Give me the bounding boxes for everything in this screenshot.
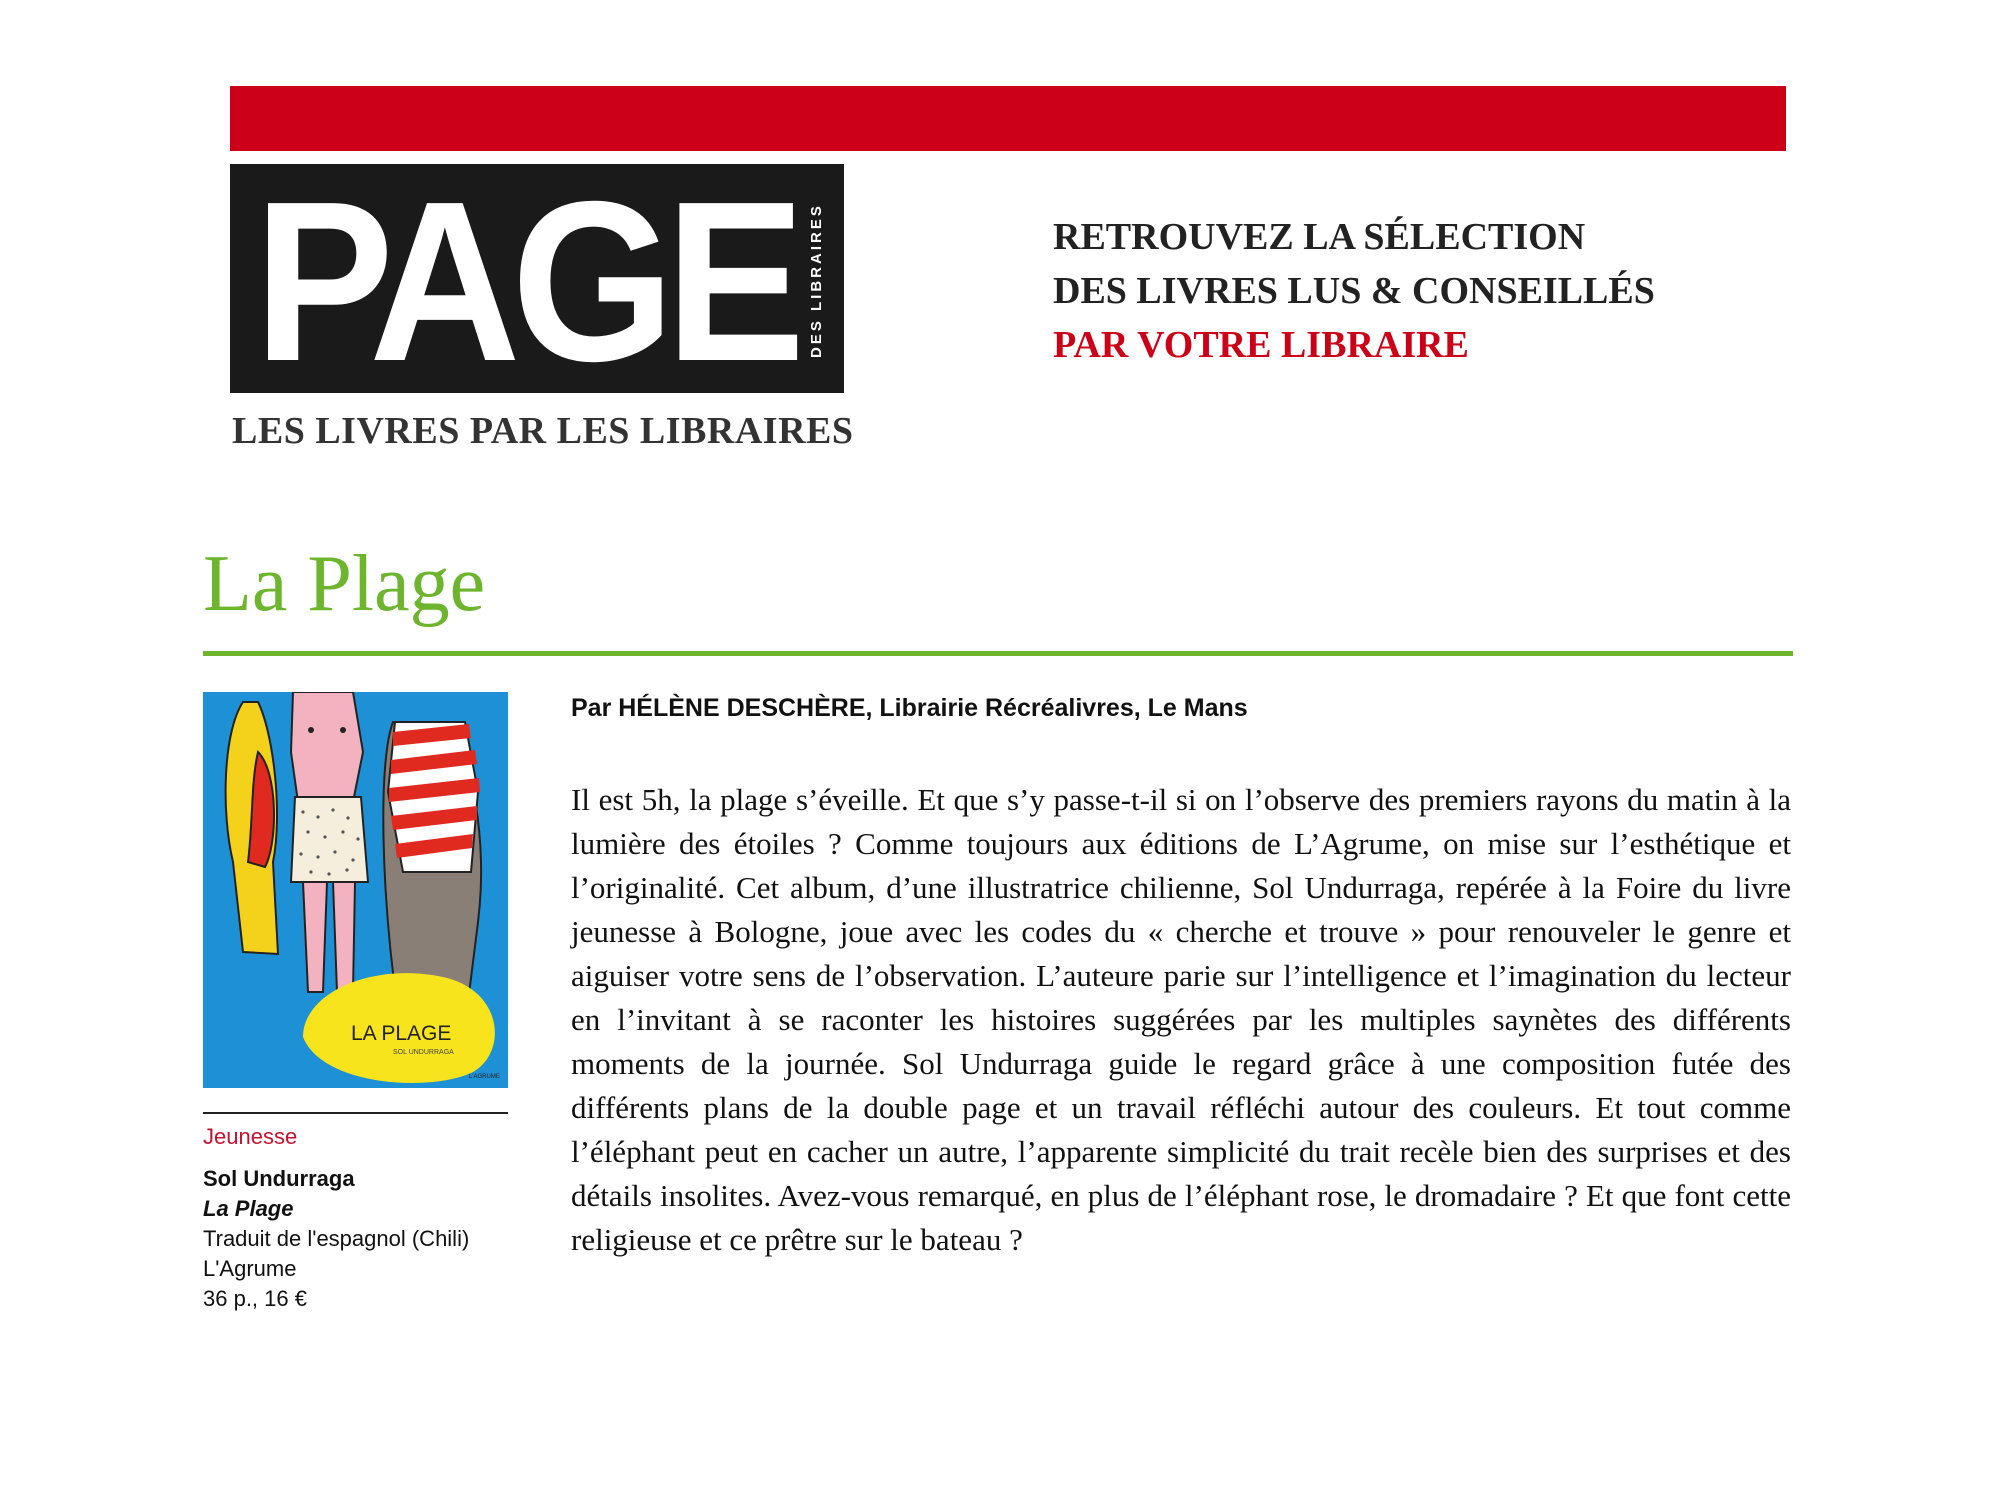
page-logo	[230, 164, 844, 393]
top-red-bar	[230, 86, 1786, 151]
cover-publisher: L'AGRUME	[469, 1074, 500, 1080]
book-publisher: L'Agrume	[203, 1256, 297, 1281]
book-info	[203, 1122, 523, 1314]
book-details: 36 p., 16 €	[203, 1286, 307, 1311]
cover-title: LA PLAGE	[351, 1022, 452, 1045]
promo-text	[1053, 210, 1655, 372]
cover-author: SOL UNDURRAGA	[393, 1049, 454, 1056]
article-body: Il est 5h, la plage s’éveille. Et que s’y passe-t-il si on l’observe des premiers rayons du matin à la lumière des étoiles ? Comme toujours aux éditions de L’Agrume, on mise sur l’esthétique et l’originalité. Cet album, d’une illustratrice chilienne, Sol Undurraga, repérée à la Foire du livre jeunesse à Bologne, joue avec les codes du « cherche et trouve » pour renouveler le genre et aiguiser votre sens de l’observation. L’auteure parie sur l’intelligence et l’imagination du lecteur en l’invitant à se raconter les histoires suggérées par les multiples saynètes des différents moments de la journée. Sol Undurraga guide le regard grâce à une composition futée des différents plans de la double page et un travail réfléchi autour des couleurs. Et tout comme l’éléphant peut en cacher un autre, l’apparente simplicité du trait recèle bien des surprises et des détails insolites. Avez-vous remarqué, en plus de l’éléphant rose, le dromadaire ? Et que font cette religieuse et ce prêtre sur le bateau ?	[571, 782, 1791, 1257]
sidebar-rule	[203, 1112, 508, 1114]
logo-vertical-text: DES LIBRAIRES	[808, 203, 825, 358]
book-genre: Jeunesse	[203, 1124, 298, 1149]
title-rule	[203, 651, 1793, 656]
promo-line-1: RETROUVEZ LA SÉLECTION	[1053, 216, 1586, 258]
logo-word: PAGE	[254, 164, 797, 393]
book-cover	[203, 692, 508, 1088]
book-author: Sol Undurraga	[203, 1166, 355, 1191]
promo-line-3: PAR VOTRE LIBRAIRE	[1053, 324, 1469, 366]
promo-line-2: DES LIVRES LUS & CONSEILLÉS	[1053, 270, 1655, 312]
book-title: La Plage	[203, 1196, 294, 1221]
article-byline: Par HÉLÈNE DESCHÈRE, Librairie Récréalivres, Le Mans	[571, 694, 1248, 722]
article-title: La Plage	[203, 540, 486, 628]
book-translation: Traduit de l'espagnol (Chili)	[203, 1226, 470, 1251]
logo-tagline: LES LIVRES PAR LES LIBRAIRES	[232, 410, 854, 452]
